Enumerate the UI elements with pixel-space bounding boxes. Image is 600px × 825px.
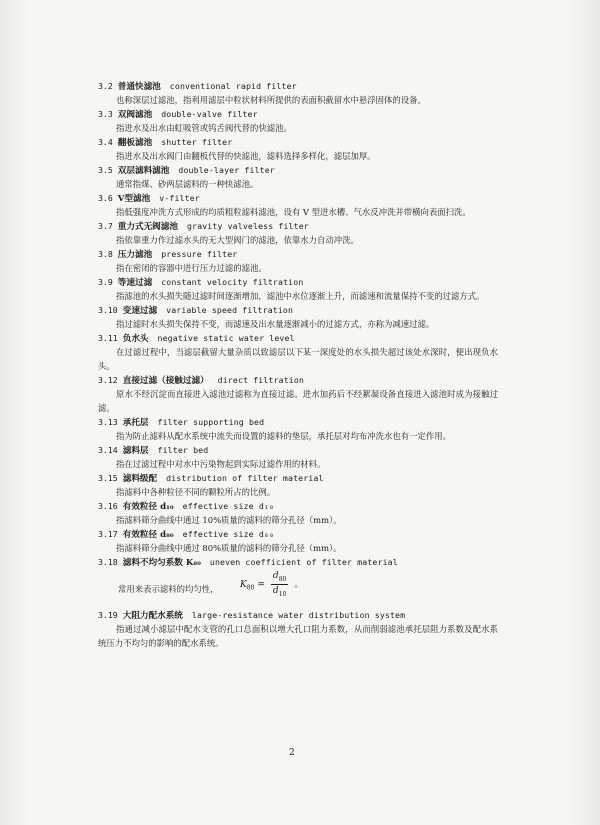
term-heading (98, 80, 498, 93)
term-heading (98, 528, 498, 541)
term-heading (98, 374, 498, 387)
term-entry (98, 528, 498, 556)
term-heading (98, 609, 498, 622)
term-heading (98, 164, 498, 177)
term-english: filter supporting bed (157, 417, 265, 427)
term-english: uneven coefficient of filter material (209, 557, 398, 567)
formula-k: K (240, 579, 247, 590)
term-number: 3.14 (98, 445, 118, 455)
uniformity-formula (240, 571, 303, 598)
term-definition: 指通过减小滤层中配水支管的孔口总面积以增大孔口阻力系数，从而削弱滤池承托层阻力系数及配水系统压力不均匀的影响的配水系统。 (98, 624, 498, 648)
term-number: 3.13 (98, 417, 118, 427)
term-name: 大阻力配水系统 (122, 611, 183, 621)
formula-row (98, 569, 498, 609)
term-definition: 指滤料筛分曲线中通过 10%质量的滤料的筛分孔径（mm）。 (116, 515, 342, 525)
term-definition: 指为防止滤料从配水系统中流失而设置的滤料的垫层，承托层对均布冲洗水也有一定作用。 (116, 431, 451, 441)
term-name: 有效粒径 d₈₀ (122, 530, 174, 540)
term-definition: 通常指煤、砂两层滤料的一种快滤池。 (116, 179, 259, 189)
term-name: 重力式无阀滤池 (117, 222, 178, 232)
term-definition: 指滤池的水头损失随过滤时间逐渐增加，滤池中水位逐渐上升，而滤速和流量保持不变的过滤方式。 (116, 291, 485, 301)
term-number: 3.18 (98, 557, 118, 567)
term-definition: 指过滤时水头损失保持不变，而滤速及出水量逐渐减小的过滤方式，亦称为减速过滤。 (116, 319, 435, 329)
term-definition: 指依靠重力作过滤水头的无大型阀门的滤池，依靠水力自动冲洗。 (116, 235, 359, 245)
page-number: 2 (289, 748, 295, 758)
term-number: 3.10 (98, 305, 118, 315)
term-name: 滤料层 (122, 446, 149, 456)
term-heading (98, 500, 498, 513)
term-number: 3.19 (98, 610, 118, 620)
term-english: direct filtration (217, 375, 305, 385)
term-definition: 指滤料中各种粒径不同的颗粒所占的比例。 (116, 487, 276, 497)
term-heading (98, 108, 498, 121)
formula-period: 。 (294, 579, 304, 590)
term-number: 3.3 (98, 109, 113, 119)
formula-numerator (271, 571, 288, 585)
term-definition: 指低强度冲洗方式形成的均质粗粒滤料滤池，设有 V 型进水槽、气水反冲洗并带横向表面扫洗。 (116, 207, 471, 217)
term-name: 双层滤料滤池 (117, 166, 170, 176)
term-heading (98, 220, 498, 233)
term-heading (98, 248, 498, 261)
term-english: effective size d₁₀ (182, 501, 275, 511)
term-entry (98, 609, 498, 651)
denominator-d: d (272, 585, 279, 596)
term-english: negative static water level (157, 333, 295, 343)
term-name: 有效粒径 d₁₀ (122, 502, 174, 512)
term-definition: 指滤料筛分曲线中通过 80%质量的滤料的筛分孔径（mm）。 (116, 543, 342, 553)
term-english: large-resistance water distribution system (191, 610, 406, 620)
term-entry (98, 332, 498, 374)
term-entry (98, 276, 498, 304)
term-name: 直接过滤（接触过滤） (122, 376, 209, 386)
term-entry (98, 220, 498, 248)
term-entry (98, 444, 498, 472)
term-english: double-valve filter (161, 109, 258, 119)
term-entry (98, 136, 498, 164)
term-english: filter bed (157, 445, 209, 455)
term-number: 3.8 (98, 249, 113, 259)
term-entry (98, 500, 498, 528)
term-definition: 也称深层过滤池，指利用滤层中粒状材料所提供的表面积截留水中悬浮固体的设备。 (116, 95, 426, 105)
term-number: 3.17 (98, 529, 118, 539)
term-definition: 指进水及出水由虹吸管或钨舌阀代替的快滤池。 (116, 123, 292, 133)
term-number: 3.15 (98, 473, 118, 483)
term-entry (98, 374, 498, 416)
term-number: 3.4 (98, 137, 113, 147)
term-english: constant velocity filtration (161, 277, 304, 287)
term-name: 普通快滤池 (117, 82, 161, 92)
term-heading (98, 444, 498, 457)
term-name: 变速过滤 (122, 306, 158, 316)
formula-fraction (271, 571, 288, 598)
term-heading (98, 192, 498, 205)
term-name: 压力滤池 (117, 250, 153, 260)
term-english: variable speed filtration (166, 305, 294, 315)
term-number: 3.7 (98, 221, 113, 231)
term-list (98, 80, 498, 651)
term-definition: 在过滤过程中，当滤层截留大量杂质以致滤层以下某一深度处的水头损失超过该处水深时，便出现负水头。 (98, 347, 498, 371)
term-name: 双阀滤池 (117, 110, 153, 120)
term-entry (98, 192, 498, 220)
term-entry (98, 472, 498, 500)
term-heading (98, 276, 498, 289)
formula-lead-text: 常用来表示滤料的均匀性， (118, 584, 219, 594)
term-number: 3.11 (98, 333, 118, 343)
term-definition: 指在过滤过程中对水中污染物起到实际过滤作用的材料。 (116, 459, 326, 469)
term-entry (98, 304, 498, 332)
term-name: 承托层 (122, 418, 149, 428)
term-english: shutter filter (161, 137, 233, 147)
term-english: conventional rapid filter (169, 81, 297, 91)
term-entry (98, 556, 498, 609)
formula-equals: = (257, 579, 265, 590)
term-entry (98, 416, 498, 444)
term-english: gravity valveless filter (186, 221, 309, 231)
term-name: 等速过滤 (117, 278, 153, 288)
term-definition: 指进水及出水阀门由翻板代替的快滤池，滤料选择多样化，滤层加厚。 (116, 151, 376, 161)
term-number: 3.12 (98, 375, 118, 385)
term-name: 滤料不均匀系数 K₈₀ (122, 558, 201, 568)
term-heading (98, 332, 498, 345)
term-name: V型滤池 (117, 194, 151, 204)
term-entry (98, 248, 498, 276)
term-heading (98, 416, 498, 429)
term-english: effective size d₈₀ (182, 529, 275, 539)
term-number: 3.2 (98, 81, 113, 91)
term-number: 3.9 (98, 277, 113, 287)
term-name: 负水头 (122, 334, 149, 344)
numerator-subscript: 80 (278, 575, 287, 583)
term-english: double-layer filter (178, 165, 275, 175)
term-entry (98, 80, 498, 108)
term-english: v-filter (159, 193, 200, 203)
term-english: pressure filter (161, 249, 238, 259)
term-definition: 指在密闭的容器中进行压力过滤的滤池。 (116, 263, 267, 273)
term-heading (98, 304, 498, 317)
formula-denominator (271, 585, 288, 598)
term-number: 3.16 (98, 501, 118, 511)
term-heading (98, 472, 498, 485)
term-name: 滤料级配 (122, 474, 158, 484)
term-entry (98, 164, 498, 192)
denominator-subscript: 10 (278, 590, 287, 598)
term-name: 翻板滤池 (117, 138, 153, 148)
term-number: 3.5 (98, 165, 113, 175)
term-heading (98, 556, 498, 569)
term-number: 3.6 (98, 193, 113, 203)
term-definition: 原水不经沉淀而直接进入滤池过滤称为直接过滤。进水加药后不经絮凝设备直接进入滤池时成为接触过滤。 (98, 389, 498, 413)
term-english: distribution of filter material (166, 473, 324, 483)
term-entry (98, 108, 498, 136)
term-heading (98, 136, 498, 149)
numerator-d: d (272, 571, 279, 581)
formula-k-subscript: 80 (246, 584, 255, 592)
